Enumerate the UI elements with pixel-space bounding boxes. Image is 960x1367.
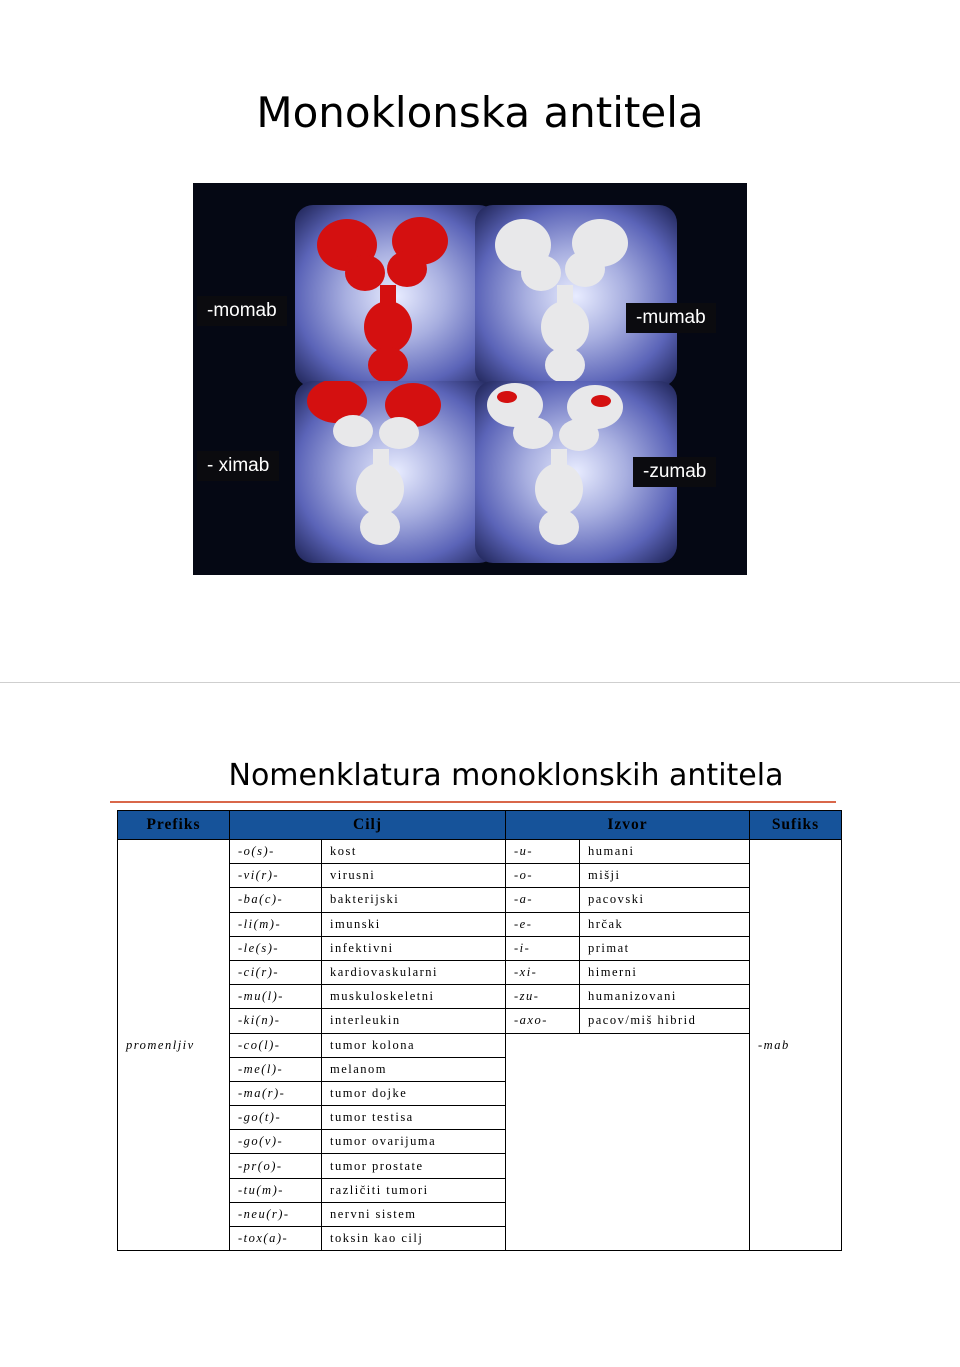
target-name: tumor testisa <box>322 1106 506 1130</box>
target-name: interleukin <box>322 1009 506 1033</box>
header-cilj: Cilj <box>230 811 506 840</box>
target-name: toksin kao cilj <box>322 1227 506 1251</box>
source-code: -xi- <box>506 960 580 984</box>
table-header-row <box>118 811 842 840</box>
target-code: -co(l)- <box>230 1033 322 1057</box>
target-name: infektivni <box>322 936 506 960</box>
target-name: tumor ovarijuma <box>322 1130 506 1154</box>
target-name: muskuloskeletni <box>322 985 506 1009</box>
antibody-human-icon <box>475 205 677 387</box>
source-code: -a- <box>506 888 580 912</box>
label-momab: -momab <box>197 296 287 326</box>
target-name: virusni <box>322 864 506 888</box>
header-sufiks: Sufiks <box>750 811 842 840</box>
source-name: pacov/miš hibrid <box>580 1009 750 1033</box>
sufiks-cell: -mab <box>750 840 842 1251</box>
source-name: hrčak <box>580 912 750 936</box>
target-name: različiti tumori <box>322 1178 506 1202</box>
antibody-panel-human <box>475 205 677 387</box>
antibody-murine-icon <box>295 205 497 387</box>
target-code: -go(v)- <box>230 1130 322 1154</box>
target-code: -ma(r)- <box>230 1081 322 1105</box>
target-name: tumor kolona <box>322 1033 506 1057</box>
target-name: bakterijski <box>322 888 506 912</box>
target-code: -le(s)- <box>230 936 322 960</box>
target-code: -neu(r)- <box>230 1202 322 1226</box>
target-name: melanom <box>322 1057 506 1081</box>
target-code: -vi(r)- <box>230 864 322 888</box>
prefiks-cell: promenljiv <box>118 840 230 1251</box>
target-code: -tu(m)- <box>230 1178 322 1202</box>
slide-title: Monoklonska antitela <box>256 88 704 137</box>
target-name: tumor prostate <box>322 1154 506 1178</box>
source-name: pacovski <box>580 888 750 912</box>
slide-title-nomenclature: Nomenklatura monoklonskih antitela <box>228 758 784 793</box>
source-name: humanizovani <box>580 985 750 1009</box>
label-ximab: - ximab <box>197 451 279 481</box>
nomenclature-table <box>117 810 842 1251</box>
header-prefiks: Prefiks <box>118 811 230 840</box>
target-code: -go(t)- <box>230 1106 322 1130</box>
source-code: -o- <box>506 864 580 888</box>
target-code: -pr(o)- <box>230 1154 322 1178</box>
source-name: humani <box>580 840 750 864</box>
target-code: -mu(l)- <box>230 985 322 1009</box>
label-mumab: -mumab <box>626 303 716 333</box>
source-name: himerni <box>580 960 750 984</box>
target-name: tumor dojke <box>322 1081 506 1105</box>
source-name: mišji <box>580 864 750 888</box>
target-code: -tox(a)- <box>230 1227 322 1251</box>
source-code: -i- <box>506 936 580 960</box>
target-code: -ci(r)- <box>230 960 322 984</box>
antibody-models-image <box>193 183 747 575</box>
label-zumab: -zumab <box>633 457 716 487</box>
target-code: -ki(n)- <box>230 1009 322 1033</box>
slide-divider <box>0 682 960 683</box>
source-code: -zu- <box>506 985 580 1009</box>
source-code: -u- <box>506 840 580 864</box>
table-row <box>118 840 842 864</box>
source-name: primat <box>580 936 750 960</box>
target-code: -o(s)- <box>230 840 322 864</box>
antibody-panel-chimeric <box>295 381 497 563</box>
target-name: kost <box>322 840 506 864</box>
antibody-chimeric-icon <box>295 381 497 563</box>
source-empty-cell <box>506 1033 750 1251</box>
target-code: -me(l)- <box>230 1057 322 1081</box>
header-izvor: Izvor <box>506 811 750 840</box>
antibody-panel-murine <box>295 205 497 387</box>
target-name: nervni sistem <box>322 1202 506 1226</box>
target-code: -li(m)- <box>230 912 322 936</box>
title-underline <box>110 801 836 803</box>
target-code: -ba(c)- <box>230 888 322 912</box>
source-code: -axo- <box>506 1009 580 1033</box>
target-name: imunski <box>322 912 506 936</box>
target-name: kardiovaskularni <box>322 960 506 984</box>
source-code: -e- <box>506 912 580 936</box>
